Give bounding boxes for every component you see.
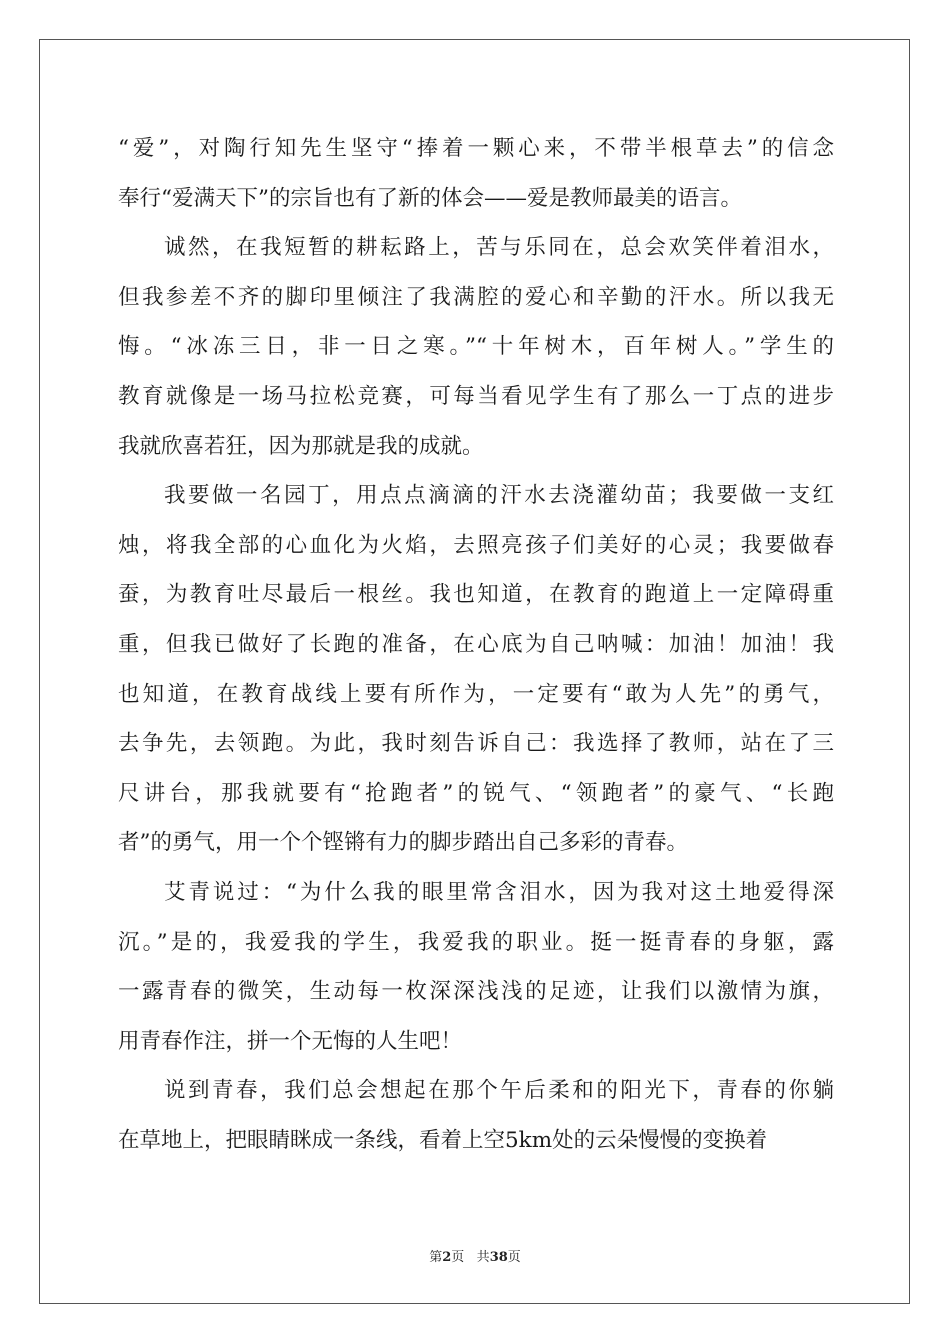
text-line: 悔。“冰冻三日，非一日之寒。”“十年树木，百年树人。”学生的 — [118, 334, 834, 360]
text-line: 尺讲台，那我就要有“抢跑者”的锐气、“领跑者”的豪气、“长跑 — [118, 780, 834, 806]
text-line: 沉。”是的，我爱我的学生，我爱我的职业。挺一挺青春的身躯，露 — [118, 929, 834, 955]
text-line: 艾青说过：“为什么我的眼里常含泪水，因为我对这土地爱得深 — [164, 879, 834, 905]
footer-total-suffix: 页 — [507, 1250, 521, 1265]
text-line: 奉行“爱满天下”的宗旨也有了新的体会——爱是教师最美的语言。 — [118, 185, 742, 211]
footer-page-suffix: 页 — [451, 1250, 465, 1265]
text-line: 但我参差不齐的脚印里倾注了我满腔的爱心和辛勤的汗水。所以我无 — [118, 284, 834, 310]
footer-total-prefix: 共 — [476, 1250, 490, 1265]
text-line: 说到青春，我们总会想起在那个午后柔和的阳光下，青春的你躺 — [164, 1078, 834, 1104]
paragraph — [118, 223, 834, 471]
text-line: 教育就像是一场马拉松竞赛，可每当看见学生有了那么一丁点的进步 — [118, 383, 834, 409]
text-line: “爱”，对陶行知先生坚守“捧着一颗心来，不带半根草去”的信念 — [118, 136, 834, 161]
footer-page-number: 2 — [442, 1250, 452, 1265]
text-line: 重，但我已做好了长跑的准备，在心底为自己呐喊：加油！加油！我 — [118, 631, 834, 657]
footer-prefix: 第 — [429, 1250, 443, 1265]
text-line: 用青春作注，拼一个无悔的人生吧！ — [118, 1028, 463, 1054]
text-line: 去争先，去领跑。为此，我时刻告诉自己：我选择了教师，站在了三 — [118, 731, 834, 757]
footer-total-pages: 38 — [489, 1250, 508, 1265]
page-footer — [0, 1246, 950, 1265]
text-line: 诚然，在我短暂的耕耘路上，苦与乐同在，总会欢笑伴着泪水， — [164, 235, 834, 261]
paragraph — [118, 124, 834, 223]
text-line: 者”的勇气，用一个个铿锵有力的脚步踏出自己多彩的青春。 — [118, 830, 688, 856]
text-line: 在草地上，把眼睛眯成一条线，看着上空5km处的云朵慢慢的变换着 — [118, 1127, 768, 1153]
text-line: 也知道，在教育战线上要有所作为，一定要有“敢为人先”的勇气， — [118, 681, 834, 707]
text-line: 我要做一名园丁，用点点滴滴的汗水去浇灌幼苗；我要做一支红 — [164, 483, 834, 509]
paragraph — [118, 1066, 834, 1165]
text-line: 我就欣喜若狂，因为那就是我的成就。 — [118, 433, 484, 459]
text-line: 烛，将我全部的心血化为火焰，去照亮孩子们美好的心灵；我要做春 — [118, 532, 834, 558]
text-line: 蚕，为教育吐尽最后一根丝。我也知道，在教育的跑道上一定障碍重 — [118, 582, 834, 608]
paragraph — [118, 471, 834, 868]
document-body — [118, 124, 834, 1165]
text-line: 一露青春的微笑，生动每一枚深深浅浅的足迹，让我们以激情为旗， — [118, 979, 834, 1005]
paragraph — [118, 868, 834, 1066]
